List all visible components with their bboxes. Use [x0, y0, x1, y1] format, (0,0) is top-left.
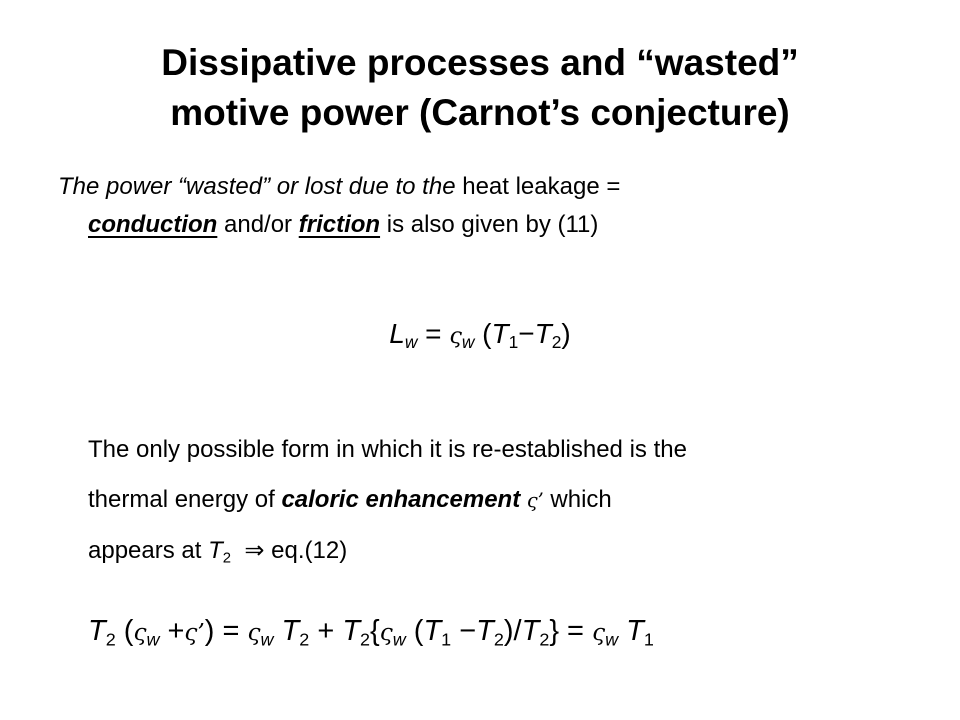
paragraph-line-2 [88, 475, 918, 526]
eq12-sub: 1 [441, 629, 452, 650]
eq11-L: L [389, 318, 405, 349]
eq12-T: T [342, 615, 361, 647]
eq12-sub: 2 [105, 629, 116, 650]
eq11-T2: T [534, 318, 552, 349]
eq12-zeta: ς [379, 619, 393, 646]
eq11-zeta: ς [449, 323, 462, 349]
eq11-open-paren: ( [474, 318, 492, 349]
title-line-2: motive power (Carnot’s conjecture) [170, 92, 790, 133]
eq12-T: T [476, 615, 494, 647]
eq12-zeta-prime: ς’ [184, 619, 205, 646]
eq11-T1: T [491, 318, 509, 349]
zeta-prime-symbol: ς’ [526, 489, 544, 512]
paragraph-eq-ref: eq.(12) [271, 537, 348, 564]
intro-line-2 [58, 206, 918, 244]
eq12-zeta: ς [133, 619, 147, 646]
term-caloric-enhancement: caloric enhancement [281, 486, 521, 513]
eq12-sub-w: w [146, 629, 160, 650]
title-line-1: Dissipative processes and “wasted” [161, 42, 799, 83]
intro-heat-leakage: heat leakage = [455, 173, 621, 200]
eq12-sub: 2 [539, 629, 550, 650]
eq11-equals: = [417, 318, 450, 349]
eq11-close-paren: ) [561, 318, 571, 349]
eq12-sub-w: w [392, 629, 406, 650]
eq12-zeta: ς [247, 619, 261, 646]
eq11-sub-1: 1 [508, 332, 519, 353]
paragraph-T: T [208, 537, 223, 564]
intro-text [58, 168, 918, 244]
explanation-paragraph [88, 425, 918, 583]
paragraph-sub-2: 2 [222, 550, 232, 567]
eq12-sub: 1 [643, 629, 654, 650]
eq11-sub-2: 2 [551, 332, 562, 353]
eq12-sub-w: w [260, 629, 274, 650]
paragraph-appears-at: appears at [88, 537, 202, 564]
eq12-zeta: ς [592, 619, 606, 646]
term-friction: friction [298, 211, 381, 238]
implies-arrow-icon: ⇒ [244, 537, 265, 564]
paragraph-which: which [550, 486, 612, 513]
eq11-zeta-sub-w: w [461, 332, 475, 353]
intro-tail: is also given by (11) [386, 211, 599, 238]
paragraph-line-3 [88, 526, 918, 583]
intro-and-or: and/or [224, 211, 293, 238]
equation-12: $T_2$ ($\varsigma_w$ +ς’) = $\varsigma_w$ $T_2 + T_2\{\varsigma_w$ $(T_1 -T_2)/T_2\} = \varsigma_w$ $T_1$ [88, 615, 654, 650]
eq12-sub-w: w [605, 629, 619, 650]
eq11-sub-w: w [404, 332, 418, 353]
eq12-sub: 2 [360, 629, 371, 650]
equation-11 [0, 318, 960, 353]
paragraph-thermal-energy: thermal energy of [88, 486, 275, 513]
paragraph-line-1: The only possible form in which it is re-established is the [88, 436, 687, 463]
eq12-sub: 2 [299, 629, 310, 650]
eq12-T: T [521, 615, 540, 647]
term-conduction: conduction [88, 211, 218, 238]
eq12-T: T [88, 615, 106, 647]
eq11-minus: − [518, 318, 535, 349]
intro-line-1 [58, 168, 918, 206]
eq12-T: T [626, 615, 644, 647]
intro-italic-lead: The power “wasted” or lost due to the [58, 173, 456, 200]
slide-title [0, 38, 960, 138]
eq12-T: T [281, 615, 300, 647]
eq12-T: T [423, 615, 442, 647]
eq12-sub: 2 [493, 629, 504, 650]
